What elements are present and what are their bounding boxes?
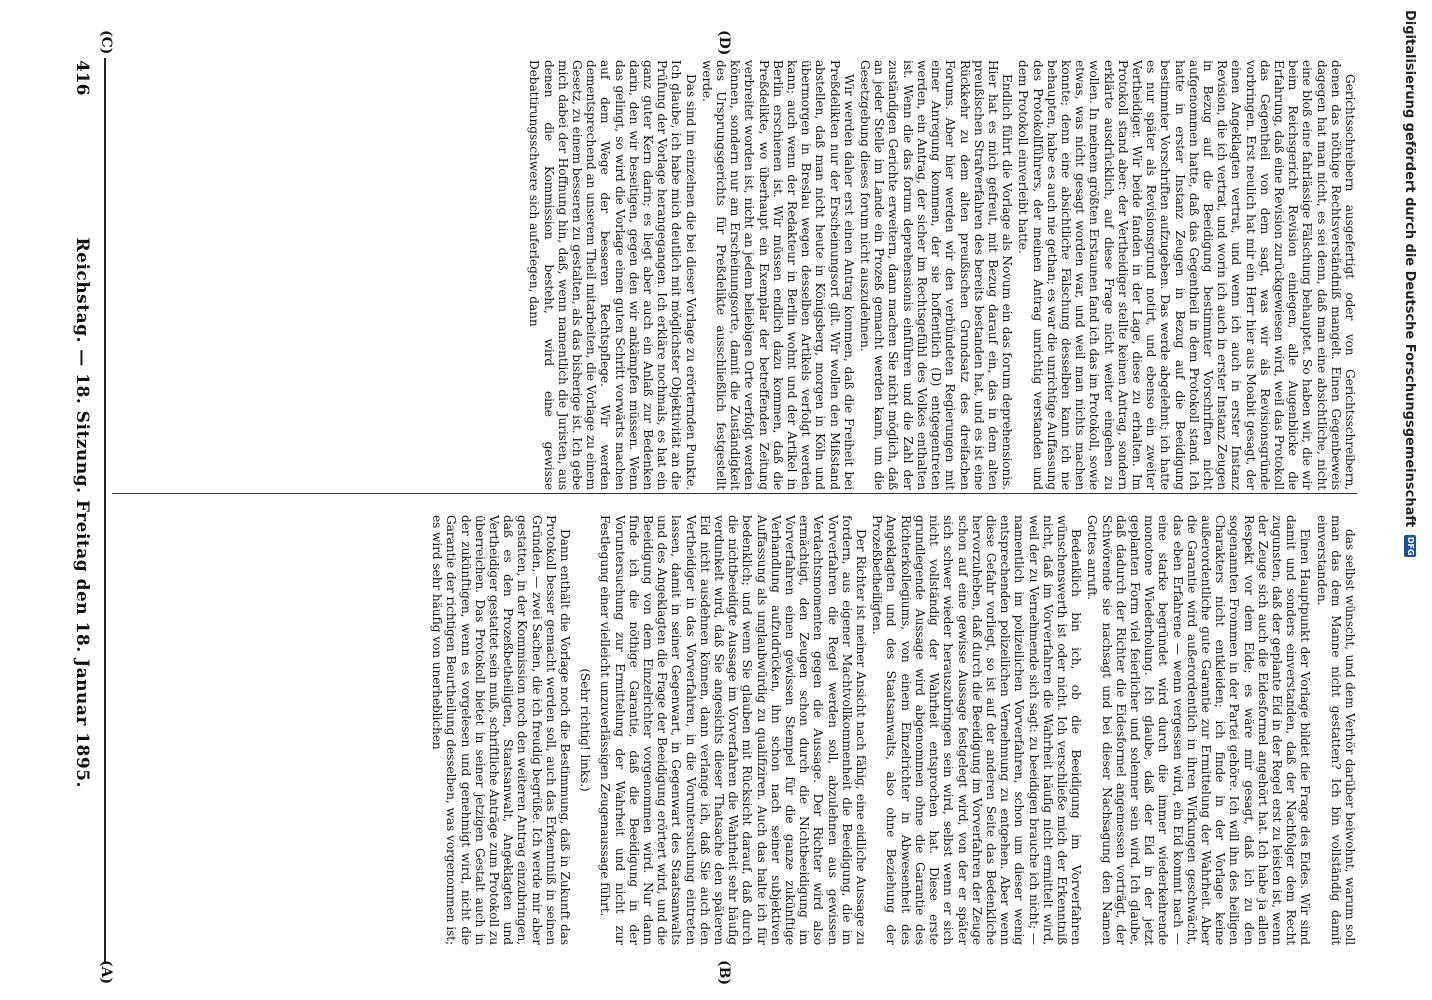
page-number: 416 — [72, 60, 92, 96]
paragraph: Wir werden daher erst einen Antrag kommen, daß die Freiheit bei Preßdelikten nur der Erscheinungsort gilt. Wir wollen den Mißstand abstellen, daß man nicht heute in Königsberg, morgen in Köln und übermorgen in Breslau wegen desselben Artikels verfolgt werden kann; auch wenn der Redakteur in Berlin wohnt und der Artikel in Berlin erschienen ist. Wir müssen endlich dazu kommen, daß die Preßdelikte, wo überhaupt ein Exemplar der betreffenden Zeitung verbreitet worden ist, nicht an jedem beliebigen Orte verfolgt werden können, sondern nur am Erscheinungsorte, damit die Zuständigkeit des Ursprungsgerichts für Preßdelikte ausschließlich festgestellt werde. — [699, 60, 856, 490]
margin-mark-b: (B) — [716, 960, 732, 986]
digitization-credit — [1400, 10, 1420, 1000]
dfg-logo-icon: DFG — [1406, 536, 1415, 556]
margin-mark-d: (D) — [716, 30, 732, 56]
margin-mark-a: (A) — [98, 960, 114, 985]
paragraph: Dann enthält die Vorlage noch die Bestimmung, daß in Zukunft das Protokoll besser gemacht werden soll, auch das Erkenntniß in seinen Gründen, — zwei Sachen, die ich freudig begrüße. Ich werde mir aber gestatten, in der Kommission noch den weiteren Antrag einzubringen, daß es den Prozeßbetheiligten, Staatsanwalt, Angeklagten und Vertheidiger gestattet sein muß, schriftliche Anträge zum Protokoll zu überreichen. Das Protokoll bietet in seiner jetzigen Gestalt auch in der zukünftigen, wenn es vorgelesen und genehmigt wird, nicht die Garantie der richtigen Beurtheilung desselben, was vorgenommen ist; es wird sehr häufig von unerheblichen — [430, 515, 573, 945]
text-column-right — [112, 60, 1357, 490]
credit-text: Digitalisierung gefördert durch die Deutsche Forschungsgemeinschaft — [1402, 10, 1418, 528]
paragraph: Der Richter ist meiner Ansicht nach fähig, eine eidliche Aussage zu fordern, aus eigener Machtvollkommenheit die Beeidigung, die im Vorverfahren die Regel werden soll, abzulehnen aus gewissen Verdachtsmomenten gegen die Aussage. Der Richter wird also ermächtigt, den Zeugen schon durch die Nichtbeeidigung im Vorverfahren einen gewissen Stempel für die ganze zukünftige Verhandlung aufzudrücken, ihn schon nach seiner subjektiven Auffassung als unglaubwürdig zu qualifiziren. Auch das halte ich für bedenklich; und wenn Sie glauben mit Rücksicht darauf, daß durch die nichtbeeidigte Aussage im Vorverfahren die Wahrheit sehr häufig verdunkelt wird, daß Sie angesichts dieser Thatsache den späteren Eid nicht ausdehnen können, dann verlange ich, daß Sie auch den Vertheidiger in das Vorverfahren, in die Voruntersuchung eintreten lassen, damit in seiner Gegenwart, in Gegenwart des Staatsanwalts und des Angeklagten die Frage der Beeidigung erörtert wird, und die Beeidigung von dem Einzelrichter vorgenommen wird. Nur dann finde ich die nöthige Garantie, daß die Beeidigung in der Voruntersuchung zur Ermittelung der Wahrheit und nicht zur Festlegung einer vielleicht unzuverlässigen Zeugenaussage führt. — [598, 515, 869, 945]
paragraph: das selbst wünscht, und dem Verhör darüber beiwohnt, warum soll man das dem Manne nicht gestatten? Ich bin vollständig damit einverstanden. — [1314, 515, 1357, 945]
interjection: (Sehr richtig! links.) — [578, 668, 593, 792]
paragraph: Gerichtsschreibern ausgefertigt oder von Gerichtsschreibern, denen das nöthige Rechtsverständniß mangelt. Einen Gegenbeweis dagegen hat man nicht, es sei denn, daß man eine absichtliche, nicht eine bloß eine fahrlässige Fälschung behauptet. So haben wir, die wir beim Reichsgericht Revision einlegen, alle Augenblicke die Erfahrung, daß eine Revision zurückgewiesen wird, weil das Protokoll das Gegentheil von dem sagt, was wir als Revisionsgründe vorbringen. Erst neulich hat mir ein Herr hier aus Moabit gesagt, der einen Angeklagten vertrat, und wenn ich auch in erster Instanz Revision, die ich vertrat, und worin ich auch in erster Instanz Zeugen in Bezug auf die Beeidigung bestimmter Vorschriften nicht aufgenommen hatte, daß das Gegentheil in dem Protokoll stand. Ich hatte in erster Instanz Zeugen in Bezug auf die Beeidigung bestimmter Vorschriften aufzugeben. Das werde abgelehnt; ich hatte es nur später als Revisionsgrund notirt, und ebenso ein zweiter Vertheidiger. Wir beide fanden in der Lage, diese zu erhalten. Im Protokoll stand aber: der Vertheidiger stellte keinen Antrag, sondern erklärte ausdrücklich, auf diese Frage nicht weiter eingehen zu wollen. In meinem größten Erstaunen fand ich das im Protokoll, sowie etwas, was nicht gesagt worden war, und weil man nichts machen konnte; denn eine absichtliche Fälschung desselben kann ich nie behaupten, habe es auch nie gethan; es war die unrichtige Auffassung des Protokollführers, der meinen Antrag unrichtig verstanden und dem Protokoll einverleibt hatte. — [1016, 60, 1357, 490]
header-rule — [104, 58, 106, 963]
page-title: Reichstag. — 18. Sitzung. Freitag den 18. Januar 1895. — [72, 237, 92, 788]
paragraph: Das sind im einzelnen die bei dieser Vorlage zu erörternden Punkte. Ich glaube, ich habe mich deutlich mit möglichster Objektivität an die Prüfung der Vorlage herangegangen. Ich erkläre nochmals, es hat ein ganz guter Kern darin; es liegt aber auch ein Anlaß zur Bedenken darin, den wir beseitigen, gegen den wir ankämpfen müssen. Wenn das gelingt, so wird die Vorlage einen guten Schritt vorwärts machen auf dem Wege der besseren Rechtspflege. Wir werden dementsprechend an unserem Theil mitarbeiten, die Vorlage zu einem Gesetz, zu einem besseren zu gestalten, als das bisherige ist. Ich gebe mich dabei der Hoffnung hin, daß, wenn namentlich die Juristen, aus denen die Kommission besteht, wird eine gewisse Debattirungsschwere sich auferlegen, dann — [527, 60, 698, 490]
page-header — [70, 60, 94, 960]
paragraph: Bedenklich bin ich, ob die Beeidigung im Vorverfahren wünschenswerth ist oder nicht. Ich verschließe mich der Erkenntniß nicht, daß im Vorverfahren die Wahrheit häufig nicht ermittelt wird, weil der zu Vernehmende sich sagt: zu beeidigen brauche ich nicht; — namentlich im polizeilichen Vorverfahren, schon um dieser wenig entsprechenden polizeilichen Vernehmung zu entgehen. Aber wenn diese Gefahr vorliegt, so ist auf der anderen Seite das Bedenkliche hervorzuheben, daß durch die Beeidigung im Vorverfahren der Zeuge schon auf eine gewisse Aussage festgelegt wird, von der er später sich schwer wieder herauszubringen sein wird, selbst wenn er sich nicht vollständig der Wahrheit entsprochen hat. Diese erste grundlegende Aussage wird abgenommen ohne die Garantie des Richterkollegiums, von einem Einzelrichter in Abwesenheit des Angeklagten und des Staatsanwalts, also ohne Beziehung der Prozeßbetheiligten. — [870, 515, 1084, 945]
paragraph: Einen Hauptpunkt der Vorlage bildet die Frage des Eides. Wir sind damit und sonders einverstanden, daß der Nachfolger dem Recht zugunsten, daß der geplante Eid in der Regel erst zu leisten ist, wenn der Zeuge sich auch die Eidesformel angehört hat. Ich habe ja allen Respekt vor dem Eide; es wäre mir gesagt, daß ich zu den sogenannten Frommen in der Partei gehöre. Ich will ihn des heiligen Charakters nicht entkleiden; ich finde in der Vorlage keine außerordentliche gute Garantie zur Ermittelung der Wahrheit. Aber die Garantie wird außerordentlich in ihren Wirkungen geschwächt, das eben Erfahrene — wenn vergessen wird, ein Eid kommt nach — eine starke begründet wird durch die immer wiederkehrende monotone Wiederholung. Ich glaube, daß der Eid in der jetzt geplanten Form viel feierlicher und solenner sein wird. Ich glaube, daß dadurch der Richter die Eidesformel angemessen vorträgt, der Schwörende sie nachsagt und bei dieser Nachsagung den Namen Gottes anruft. — [1085, 515, 1313, 945]
paragraph: Endlich führt die Vorlage als Novum ein das forum deprehensionis. Hier hat es mich gefreut, mit Bezug darauf ein, das in dem alten preußischen Strafverfahren des bereits bestanden hat, und es ist eine Rückkehr zu dem alten preußischen Grundsatz des dreifachen Forums. Aber hier werden wir den verbündeten Regierungen mit einer Anregung kommen, der sie hoffentlich (D) entgegentreten werden, ein Antrag, der sicher im Rechtsgefühl des Volkes enthalten ist. Wenn die das forum deprehensionis einführen und die Zahl der zuständigen Gerichte erweitern, dann machen Sie nicht möglich, daß an jeder Stelle im Lande ein Prozeß gemacht werden kann, um die Gesetzgebung dieses forum nicht auszudehnen. — [858, 60, 1015, 490]
column-divider — [112, 493, 1357, 494]
margin-mark-c: (C) — [98, 30, 114, 55]
text-column-left — [112, 515, 1357, 945]
